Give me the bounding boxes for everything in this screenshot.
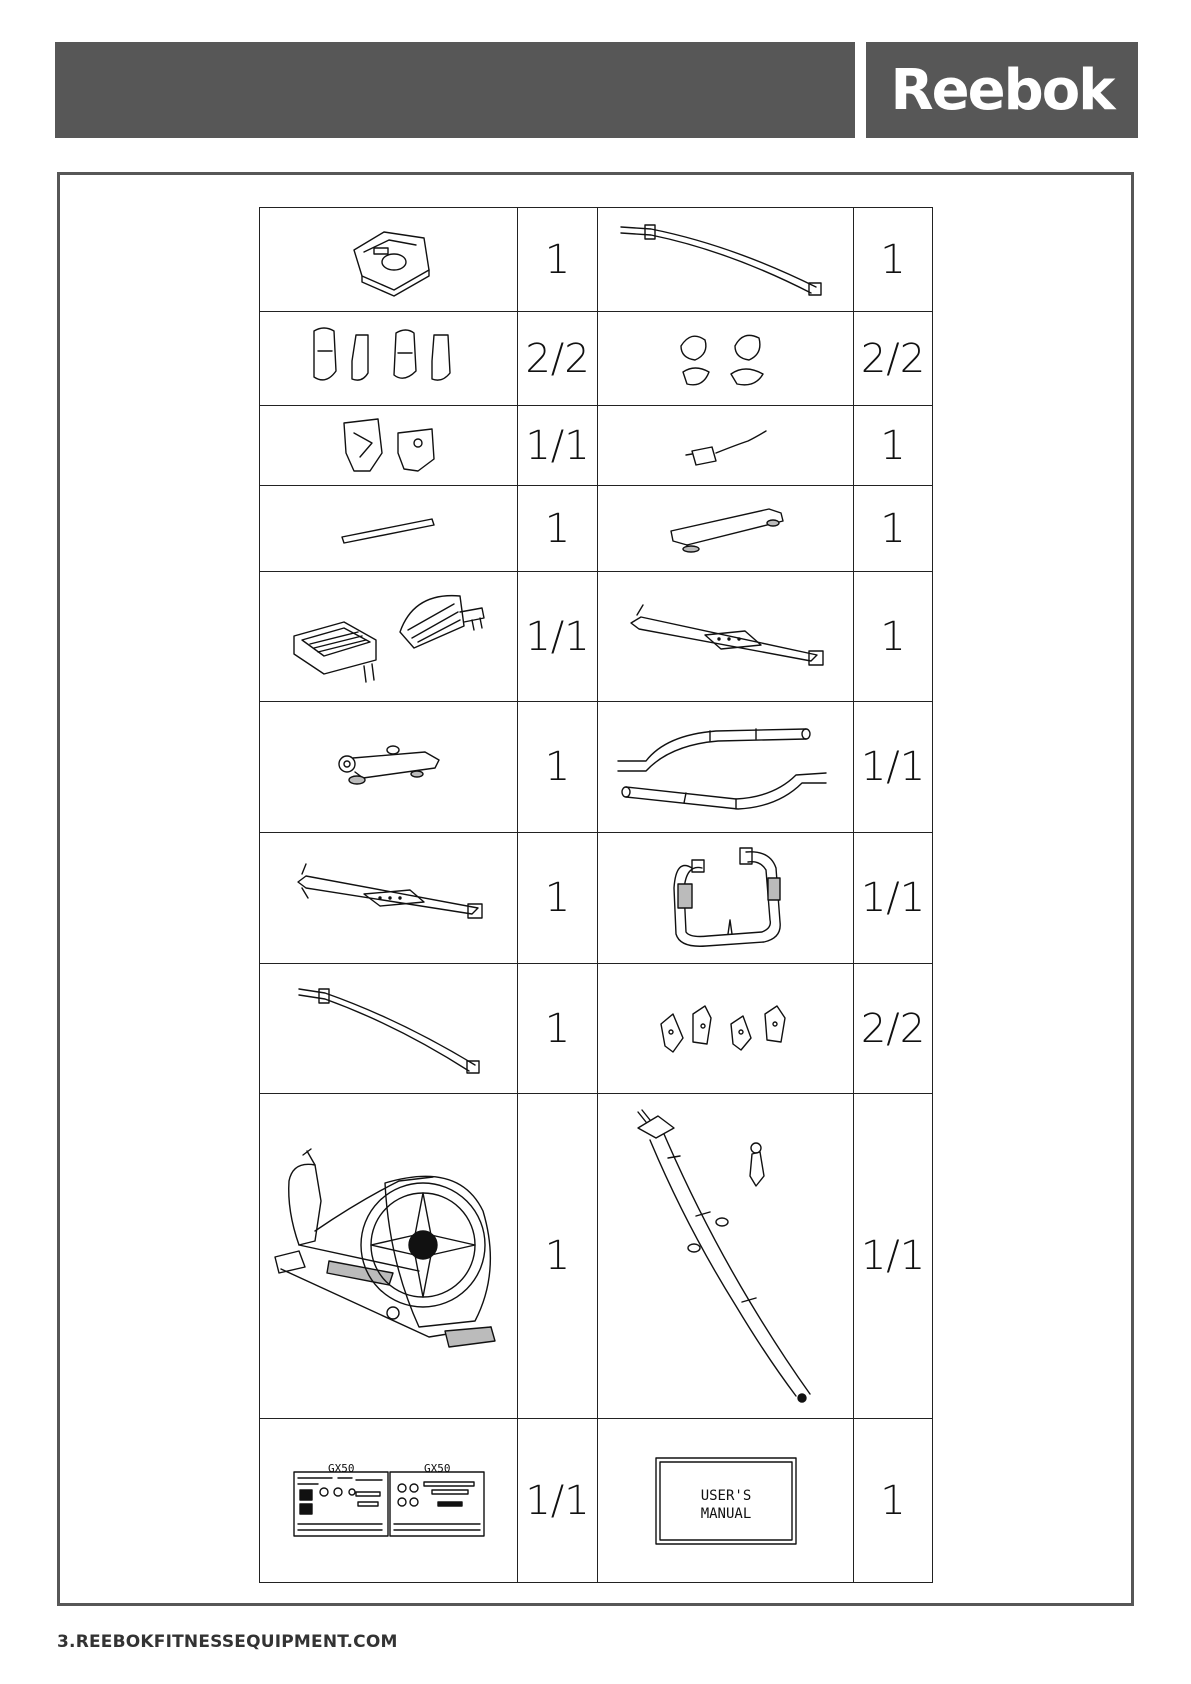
part-cell: [260, 312, 518, 406]
qty-value: 1: [544, 236, 571, 283]
qty-value: 2/2: [860, 335, 926, 382]
rear-stabilizer-icon: [661, 501, 791, 557]
manual-line-2: MANUAL: [700, 1505, 751, 1522]
footer: [57, 1632, 398, 1652]
website-link[interactable]: REEBOKFITNESSEQUIPMENT.COM: [75, 1632, 398, 1652]
part-cell: [598, 833, 854, 964]
qty-value: 1/1: [525, 1477, 590, 1524]
left-pedal-arm-icon: [284, 858, 494, 938]
part-cell: [260, 1419, 518, 1583]
qty-value: 1: [544, 1005, 571, 1052]
table-row: [260, 964, 933, 1094]
qty-value: 1/1: [860, 875, 926, 921]
axle-rod-icon: [334, 509, 444, 549]
front-stabilizer-icon: [329, 732, 449, 802]
qty-cell: [854, 964, 933, 1094]
part-cell: [260, 702, 518, 833]
table-row: [260, 486, 933, 572]
hardware-card-label: GX50: [423, 1461, 450, 1475]
power-adapter-icon: [676, 421, 776, 471]
part-cell: [598, 702, 854, 833]
qty-cell: [518, 964, 598, 1094]
qty-value: 1: [544, 875, 571, 921]
header-bar: [55, 42, 855, 138]
part-cell: [260, 572, 518, 702]
qty-cell: [518, 208, 598, 312]
qty-cell: [518, 572, 598, 702]
qty-value: 1: [880, 505, 906, 552]
qty-cell: [854, 312, 933, 406]
qty-cell: [854, 1419, 933, 1583]
qty-value: 1/1: [525, 613, 590, 660]
qty-value: 2/2: [525, 335, 590, 382]
qty-cell: [854, 486, 933, 572]
bracket-covers-icon: [334, 413, 444, 479]
table-row: [260, 572, 933, 702]
parts-table: [259, 207, 933, 1583]
part-cell: [260, 208, 518, 312]
qty-value: 1: [880, 613, 906, 660]
table-row: [260, 833, 933, 964]
brand-logo: Reebok: [890, 57, 1114, 123]
pivot-caps-icon: [671, 324, 781, 394]
part-cell: [260, 406, 518, 486]
part-cell: [598, 208, 854, 312]
part-cell: [598, 486, 854, 572]
hardware-cards-icon: [292, 1462, 486, 1540]
left-handlebar-arm-icon: [611, 215, 841, 305]
users-manual-icon: [654, 1456, 798, 1546]
qty-value: 1/1: [525, 422, 590, 469]
qty-cell: [518, 486, 598, 572]
part-cell: [260, 1094, 518, 1419]
right-handlebar-arm-icon: [289, 979, 489, 1079]
qty-cell: [854, 208, 933, 312]
qty-cell: [518, 833, 598, 964]
part-cell: [598, 406, 854, 486]
table-row: [260, 1094, 933, 1419]
manual-line-1: USER'S: [700, 1487, 751, 1504]
qty-cell: [854, 833, 933, 964]
part-cell: [598, 1419, 854, 1583]
brand-block: [866, 42, 1138, 138]
qty-value: 1/1: [860, 744, 926, 790]
qty-value: 1: [544, 505, 571, 552]
qty-value: 1/1: [860, 1233, 926, 1279]
hardware-card-label: GX50: [327, 1461, 354, 1475]
table-row: [260, 208, 933, 312]
table-row: [260, 312, 933, 406]
qty-cell: [518, 312, 598, 406]
qty-cell: [854, 1094, 933, 1419]
qty-cell: [518, 1094, 598, 1419]
part-cell: [598, 1094, 854, 1419]
qty-cell: [854, 702, 933, 833]
main-frame-icon: [269, 1141, 509, 1371]
qty-cell: [518, 1419, 598, 1583]
table-row: [260, 406, 933, 486]
part-cell: [260, 833, 518, 964]
qty-value: 1: [880, 236, 906, 283]
table-row: [260, 1419, 933, 1583]
table-row: [260, 702, 933, 833]
lower-handlebars-icon: [606, 717, 846, 817]
part-cell: [260, 486, 518, 572]
page-number: 3.: [57, 1632, 76, 1652]
qty-value: 1: [544, 1233, 571, 1279]
console-icon: [334, 220, 444, 300]
qty-value: 1: [544, 744, 571, 790]
end-caps-icon: [651, 994, 801, 1064]
qty-cell: [854, 572, 933, 702]
qty-cell: [854, 406, 933, 486]
qty-value: 2/2: [860, 1005, 926, 1052]
console-mast-icon: [616, 1106, 836, 1406]
pedals-icon: [284, 582, 494, 692]
right-pedal-arm-icon: [621, 597, 831, 677]
qty-value: 1: [880, 1477, 906, 1524]
qty-value: 1: [880, 422, 906, 469]
part-cell: [598, 312, 854, 406]
part-cell: [260, 964, 518, 1094]
arm-covers-icon: [304, 321, 474, 397]
pulse-handlebar-icon: [656, 838, 796, 958]
qty-cell: [518, 702, 598, 833]
part-cell: [598, 572, 854, 702]
qty-cell: [518, 406, 598, 486]
part-cell: [598, 964, 854, 1094]
